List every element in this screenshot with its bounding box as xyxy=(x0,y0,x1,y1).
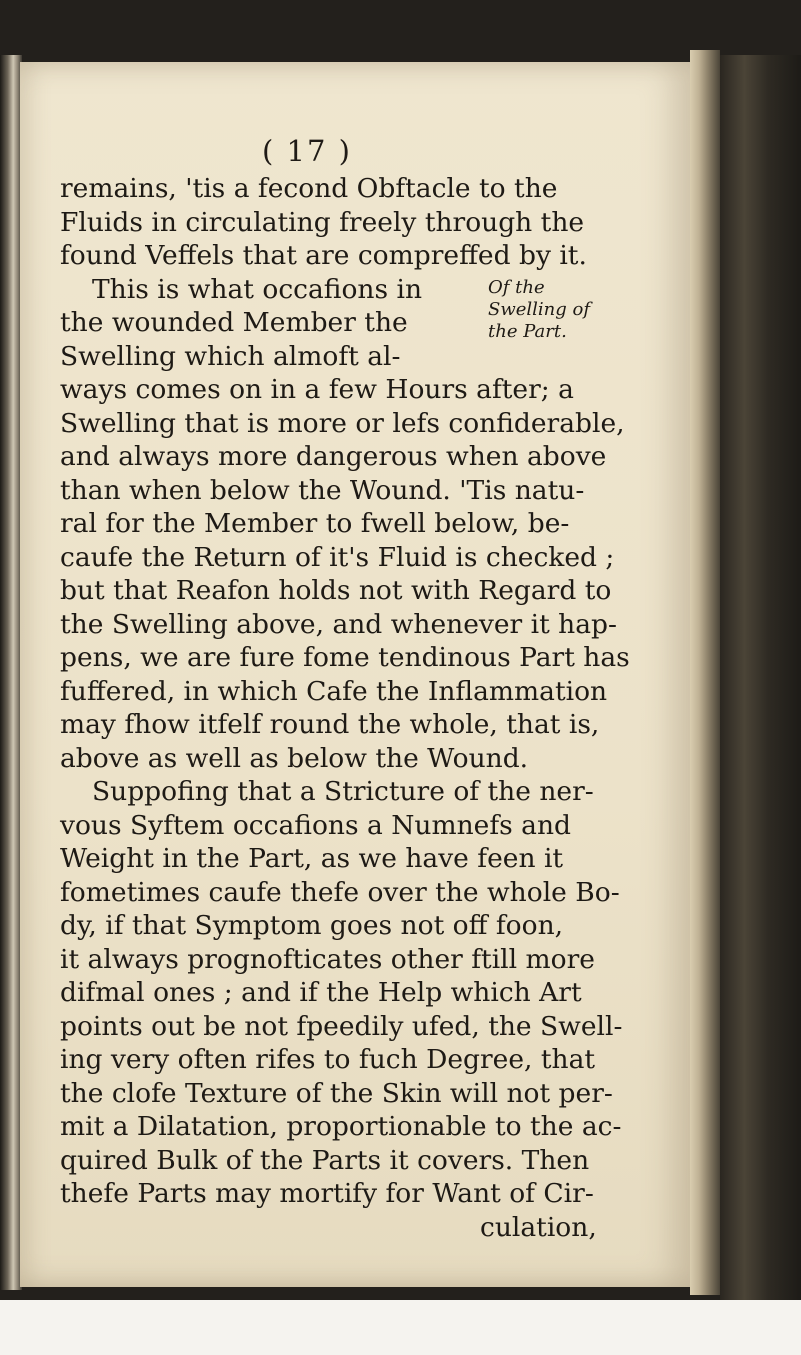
text-line: it always prognofticates other ftill more xyxy=(60,943,595,975)
text-line: ral for the Member to fwell below, be- xyxy=(60,508,570,539)
text-line: the Swelling above, and whenever it hap- xyxy=(60,608,617,640)
text-line: remains, 'tis a fecond Obftacle to the xyxy=(60,173,558,204)
text-line: points out be not fpeedily ufed, the Swell- xyxy=(60,1010,623,1042)
margin-note xyxy=(488,277,628,343)
text-line: This is what occafions in xyxy=(92,273,423,305)
background-strip xyxy=(0,1300,801,1355)
text-line: may fhow itfelf round the whole, that is, xyxy=(60,709,600,740)
paragraph-with-margin-note xyxy=(60,273,670,374)
text-line: ways comes on in a few Hours after; a xyxy=(60,374,574,405)
text-line: fuffered, in which Cafe the Inflammation xyxy=(60,675,608,707)
text-line: fometimes caufe thefe over the whole Bo- xyxy=(60,876,620,908)
book-right-pages xyxy=(720,55,801,1300)
text-line: and always more dangerous when above xyxy=(60,441,607,472)
text-line: the clofe Texture of the Skin will not per- xyxy=(60,1077,613,1109)
text-line: found Veffels that are compreffed by it. xyxy=(60,240,587,271)
text-line: ing very often rifes to fuch Degree, that xyxy=(60,1044,596,1075)
text-line: Swelling which almoft al- xyxy=(60,340,401,372)
margin-note-line: Of the xyxy=(488,276,545,298)
text-line: Fluids in circulating freely through the xyxy=(60,206,585,238)
book-left-edge xyxy=(0,55,22,1290)
text-line: thefe Parts may mortify for Want of Cir- xyxy=(60,1178,594,1209)
book-gutter xyxy=(690,50,720,1295)
page-number-header: ( 17 ) xyxy=(262,134,352,168)
text-line: Suppofing that a Stricture of the ner- xyxy=(92,776,594,807)
text-line: pens, we are fure fome tendinous Part has xyxy=(60,642,630,673)
text-line: but that Reafon holds not with Regard to xyxy=(60,575,612,606)
text-line: caufe the Return of it's Fluid is checked ; xyxy=(60,541,615,573)
margin-note-line: Swelling of xyxy=(488,298,590,320)
text-line: mit a Dilatation, proportionable to the ac- xyxy=(60,1111,622,1142)
page-body-text xyxy=(60,172,670,1244)
text-line: Swelling that is more or lefs confiderable, xyxy=(60,407,625,439)
text-line: difmal ones ; and if the Help which Art xyxy=(60,977,582,1008)
text-line: the wounded Member the xyxy=(60,307,408,338)
text-line: dy, if that Symptom goes not off foon, xyxy=(60,910,564,941)
margin-note-line: the Part. xyxy=(488,320,567,342)
text-line: vous Syftem occafions a Numnefs and xyxy=(60,809,572,841)
text-line: than when below the Wound. 'Tis natu- xyxy=(60,474,585,506)
text-line: above as well as below the Wound. xyxy=(60,742,529,774)
text-line: quired Bulk of the Parts it covers. Then xyxy=(60,1144,590,1176)
text-line: Weight in the Part, as we have feen it xyxy=(60,843,564,874)
catchword: culation, xyxy=(480,1211,597,1243)
